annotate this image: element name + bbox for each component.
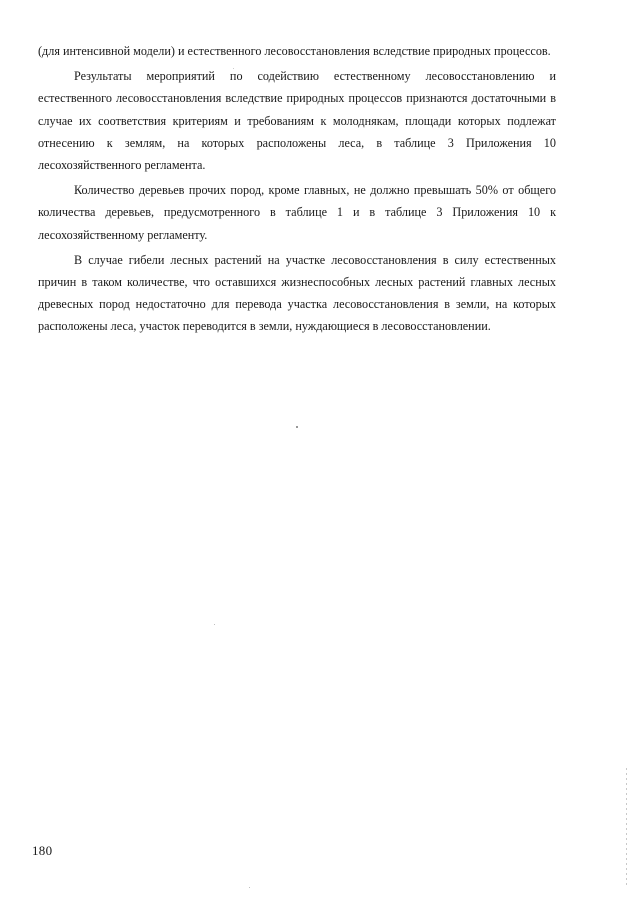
page-number: 180: [32, 843, 53, 858]
scan-speck: [249, 887, 250, 888]
scan-speck: [296, 426, 298, 428]
scan-speck: [214, 624, 215, 625]
scan-speck: [233, 68, 234, 69]
paragraph-results: Результаты мероприятий по содействию естественному лесовосстановлению и естественного лесовосстановления вследствие природных процессов признаются достаточными в случае их соответствия критериям и требованиям к молоднякам, площади которых подлежат отнесению к землям, на которых расположены леса, в таблице 3 Приложения 10 лесохозяйственного регламента.: [38, 69, 556, 173]
paragraph-tree-count: Количество деревьев прочих пород, кроме главных, не должно превышать 50% от общего количества деревьев, предусмотренного в таблице 1 и в таблице 3 Приложения 10 к лесохозяйственному регламенту.: [38, 183, 556, 242]
paragraph-plant-death: В случае гибели лесных растений на участке лесовосстановления в силу естественных причин в таком количестве, что оставшихся жизнеспособных лесных растений главных лесных древесных пород недостаточно для перевода участка лесовосстановления в земли, на которых расположены леса, участок переводится в земли, нуждающиеся в лесовосстановлении.: [38, 252, 556, 334]
body-text: [38, 40, 556, 341]
paragraph-continuation: (для интенсивной модели) и естественного лесовосстановления вследствие природных процессов.: [38, 44, 551, 58]
scan-edge-mark: [626, 768, 627, 888]
